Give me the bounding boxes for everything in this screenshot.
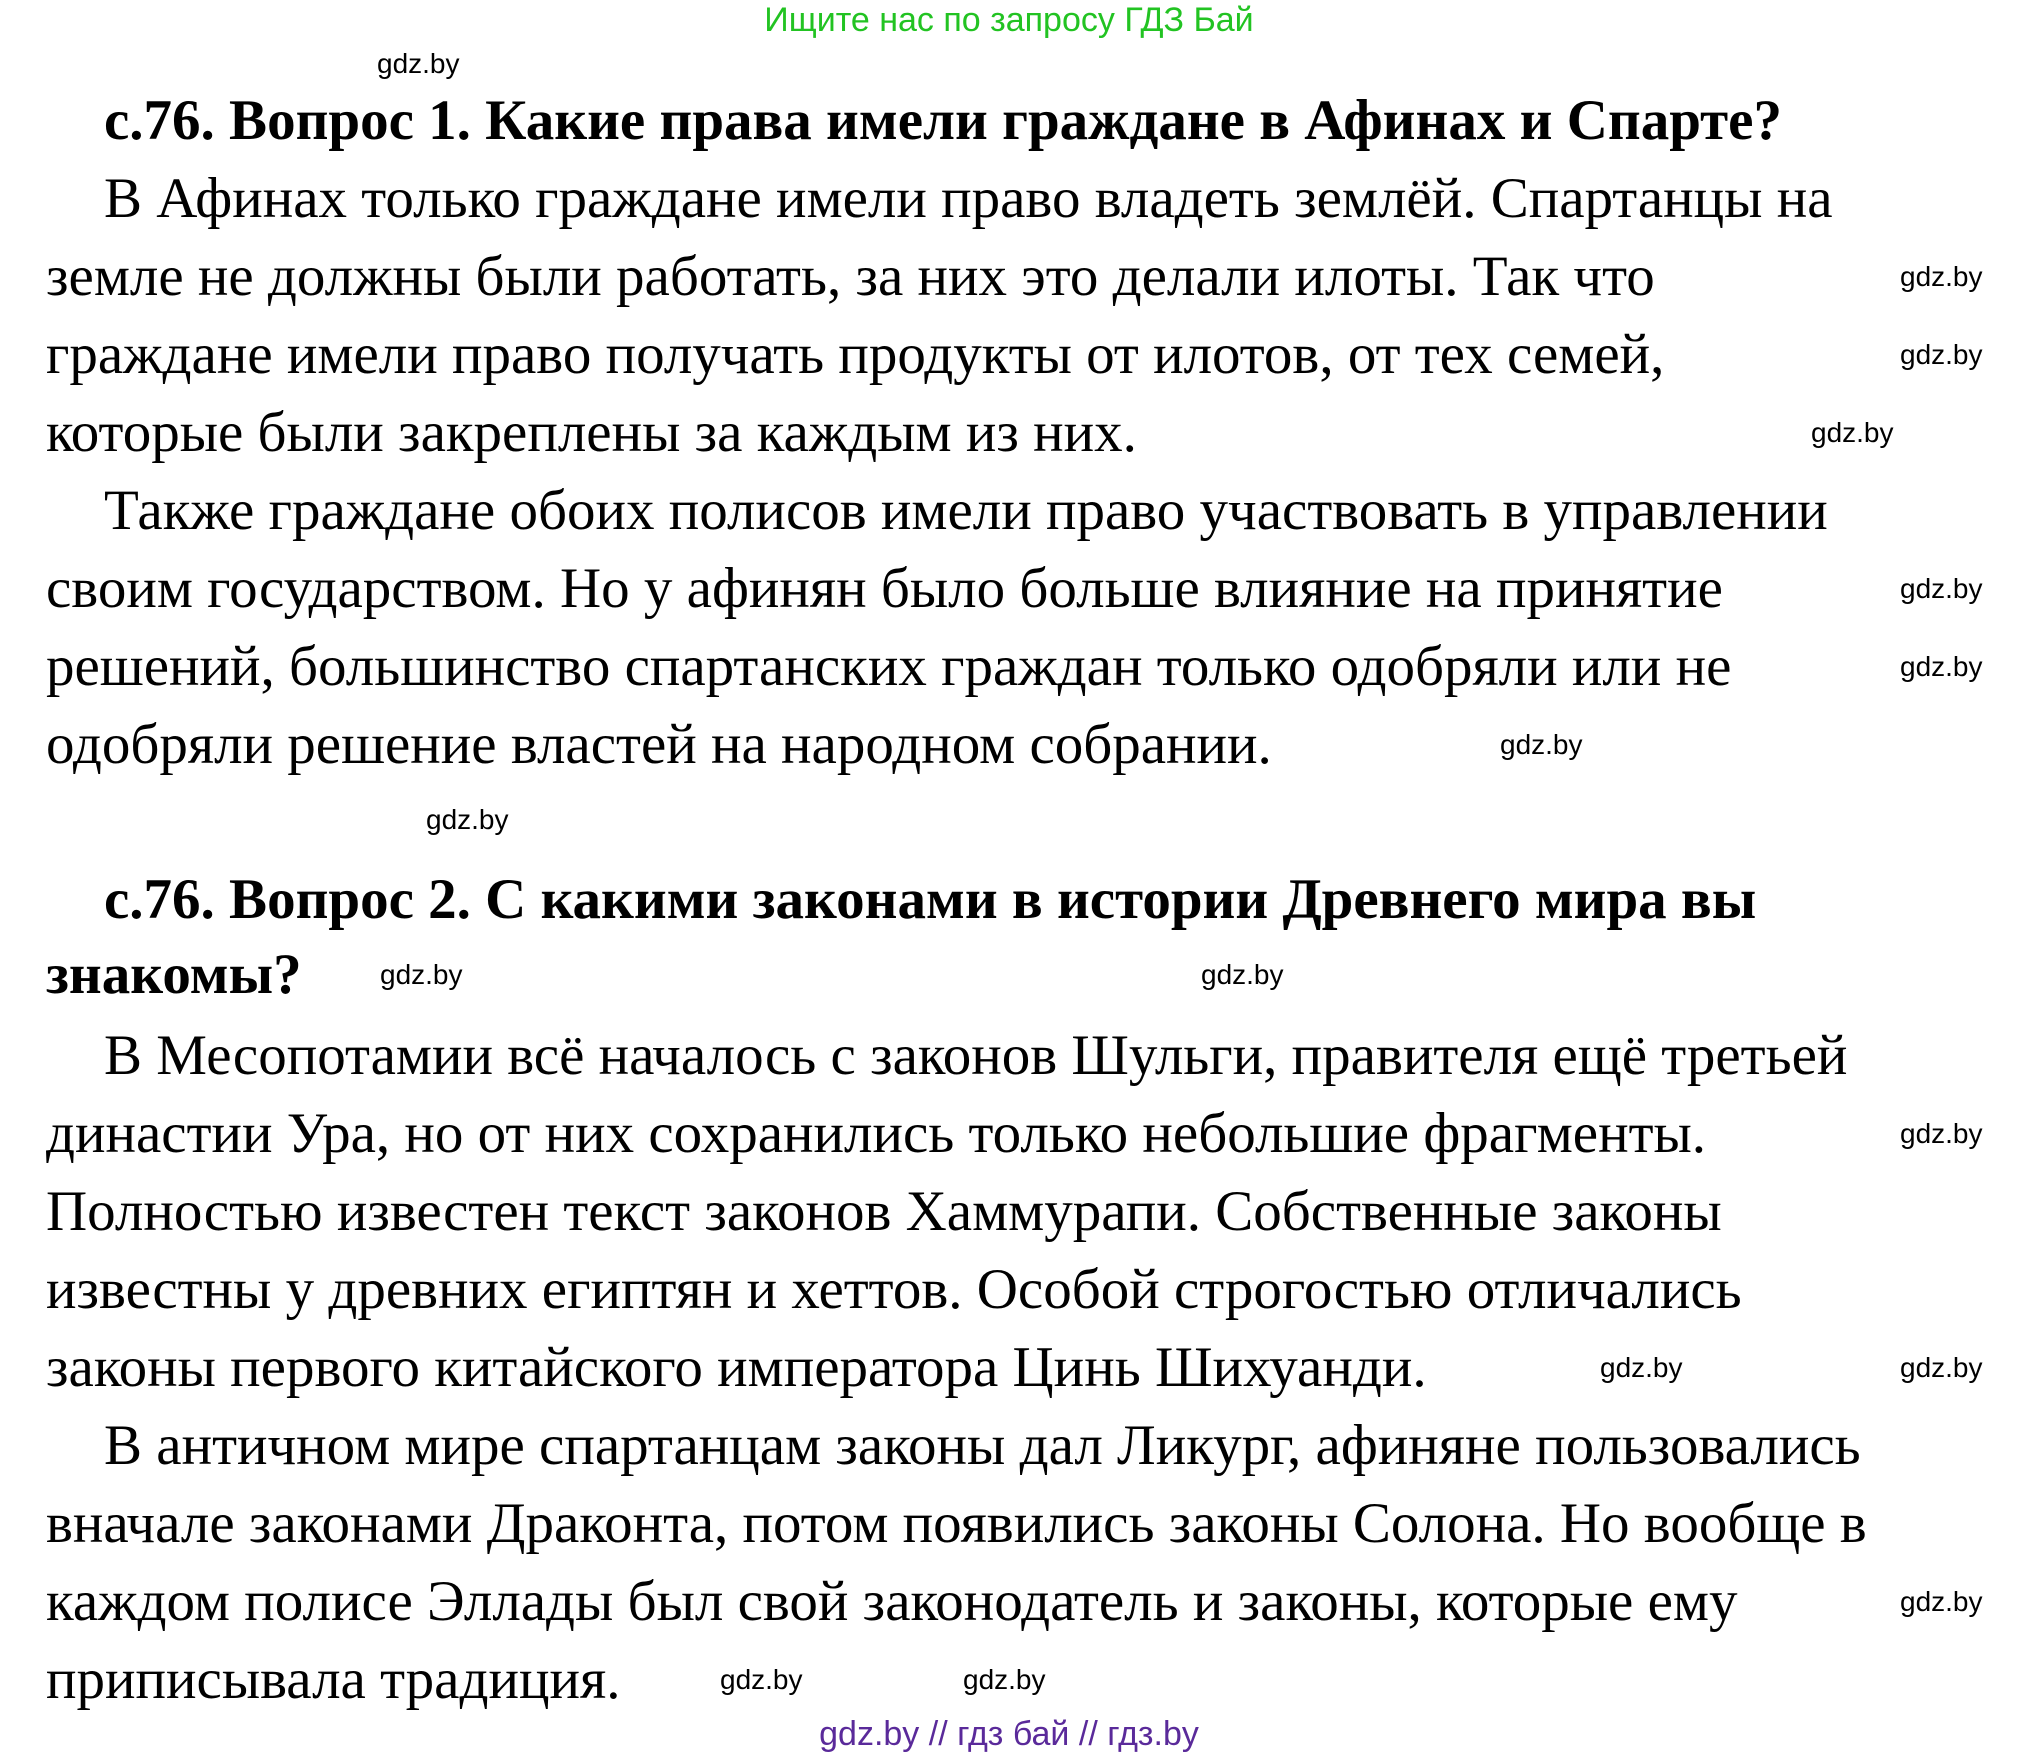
text-line: В Месопотамии всё началось с законов Шульги, правителя ещё третьей (104, 1024, 1848, 1087)
watermark: gdz.by (1900, 1118, 1983, 1149)
text-line: своим государством. Но у афинян было больше влияние на принятие (46, 557, 1723, 620)
watermark: gdz.by (1811, 417, 1894, 448)
watermark: gdz.by (377, 48, 460, 79)
text-line: Полностью известен текст законов Хаммурапи. Собственные законы (46, 1180, 1722, 1243)
text-line: известны у древних египтян и хеттов. Особой строгостью отличались (46, 1258, 1742, 1321)
watermark: gdz.by (1900, 573, 1983, 604)
watermark: gdz.by (720, 1664, 803, 1695)
watermark: gdz.by (1201, 959, 1284, 990)
text-line: династии Ура, но от них сохранились только небольшие фрагменты. (46, 1102, 1707, 1165)
watermark: gdz.by (1500, 729, 1583, 760)
text-line: которые были закреплены за каждым из них. (46, 401, 1137, 464)
watermark: gdz.by (1900, 651, 1983, 682)
text-line: Также граждане обоих полисов имели право участвовать в управлении (104, 479, 1828, 542)
text-line: приписывала традиция. (46, 1648, 621, 1711)
text-line: вначале законами Драконта, потом появились законы Солона. Но вообще в (46, 1492, 1867, 1555)
text-line: В античном мире спартанцам законы дал Ликург, афиняне пользовались (104, 1414, 1861, 1477)
footer-banner: gdz.by // гдз бай // гдз.by (819, 1715, 1199, 1753)
question1-title: с.76. Вопрос 1. Какие права имели граждане в Афинах и Спарте? (104, 89, 1782, 152)
text-line: законы первого китайского императора Цинь Шихуанди. (46, 1336, 1427, 1399)
watermark: gdz.by (1600, 1352, 1683, 1383)
text-line: решений, большинство спартанских граждан только одобряли или не (46, 635, 1732, 698)
text-line: земле не должны были работать, за них это делали илоты. Так что (46, 245, 1655, 308)
text-line: каждом полисе Эллады был свой законодатель и законы, которые ему (46, 1570, 1738, 1633)
text-line: В Афинах только граждане имели право владеть землёй. Спартанцы на (104, 167, 1833, 230)
text-line: граждане имели право получать продукты от илотов, от тех семей, (46, 323, 1665, 386)
question2-title-cont: знакомы? (46, 943, 302, 1006)
watermark: gdz.by (426, 804, 509, 835)
watermark: gdz.by (1900, 261, 1983, 292)
question2-title: с.76. Вопрос 2. С какими законами в истории Древнего мира вы (104, 868, 1757, 931)
watermark: gdz.by (1900, 1352, 1983, 1383)
watermark: gdz.by (963, 1664, 1046, 1695)
watermark: gdz.by (1900, 1586, 1983, 1617)
header-banner: Ищите нас по запросу ГДЗ Бай (764, 1, 1254, 39)
watermark: gdz.by (380, 959, 463, 990)
text-line: одобряли решение властей на народном собрании. (46, 713, 1272, 776)
watermark: gdz.by (1900, 339, 1983, 370)
